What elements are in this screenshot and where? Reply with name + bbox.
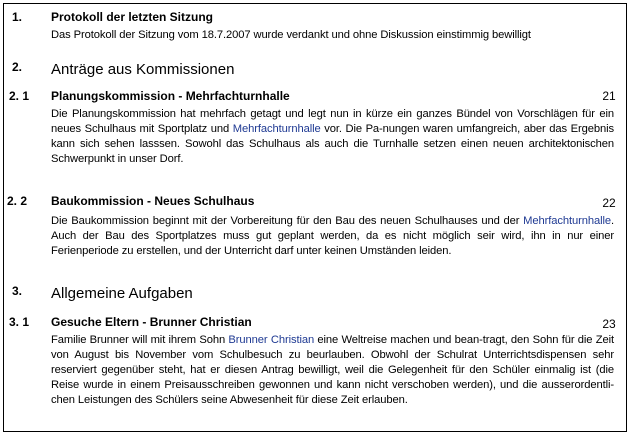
section-title: Allgemeine Aufgaben bbox=[51, 285, 193, 302]
item-title: Protokoll der letzten Sitzung bbox=[51, 10, 214, 24]
page-number: 22 bbox=[602, 196, 616, 210]
item-number: 3. 1 bbox=[9, 315, 30, 329]
section-number: 3. bbox=[12, 284, 23, 298]
section-number: 2. bbox=[12, 60, 23, 74]
link-brunner-christian[interactable]: Brunner Christian bbox=[228, 334, 315, 346]
section-title: Anträge aus Kommissionen bbox=[51, 61, 235, 78]
link-mehrfachturnhalle[interactable]: Mehrfachturnhalle bbox=[232, 123, 321, 135]
item-title: Gesuche Eltern - Brunner Christian bbox=[51, 315, 252, 329]
item-title: Planungskommission - Mehrfachturnhalle bbox=[51, 89, 290, 103]
item-text: Familie Brunner will mit ihrem Sohn Brunner Christian eine Weltreise machen und bean-tragt, den Sohn für die Zeit von August bis November vom Schulbesuch zu beurlauben. Obwohl der Schulrat Unterrichtsdispensen sehr reserviert gegenüber steht, hat er diesen Antrag bewilligt, weil die Gelegenheit für den Schüler einmalig ist (die Reise wurde in einem Preisausschreiben gewonnen und kann nicht verschoben werden), und die ausserordentli-chen Leistungen des Schülers seine Abwesenheit für diese Zeit erlauben. bbox=[51, 334, 614, 406]
item-text: Das Protokoll der Sitzung vom 18.7.2007 wurde verdankt und ohne Diskussion einstimmig bewilligt bbox=[51, 29, 531, 41]
item-number: 2. 2 bbox=[7, 194, 28, 208]
item-title: Baukommission - Neues Schulhaus bbox=[51, 194, 255, 208]
page-number: 23 bbox=[602, 317, 616, 331]
item-number: 1. bbox=[12, 10, 23, 24]
item-text: Die Baukommission beginnt mit der Vorbereitung für den Bau des neuen Schulhauses und der Mehrfachturnhalle. Auch der Bau des Sportplatzes muss gut geplant werden, da es nicht möglich seir wird, ihn in nur einer Ferienperiode zu erstellen, und der Unterricht darf unter keinen Umständen leiden. bbox=[51, 215, 614, 257]
page-number: 21 bbox=[602, 89, 616, 103]
item-text: Die Planungskommission hat mehrfach getagt und legt nun in kürze ein ganzes Bündel von Vorschlägen für ein neues Schulhaus mit Sportplatz und Mehrfachturnhalle vor. Die Pa-nungen waren umfangreich, aber das Ergebnis kann sich sehen lasssen. Sowohl das Schulhaus als auch die Turnhalle setzen einen neuen architektonischen Schwerpunkt in unser Dorf. bbox=[51, 108, 614, 165]
link-mehrfachturnhalle[interactable]: Mehrfachturnhalle bbox=[523, 215, 611, 227]
item-number: 2. 1 bbox=[9, 89, 30, 103]
